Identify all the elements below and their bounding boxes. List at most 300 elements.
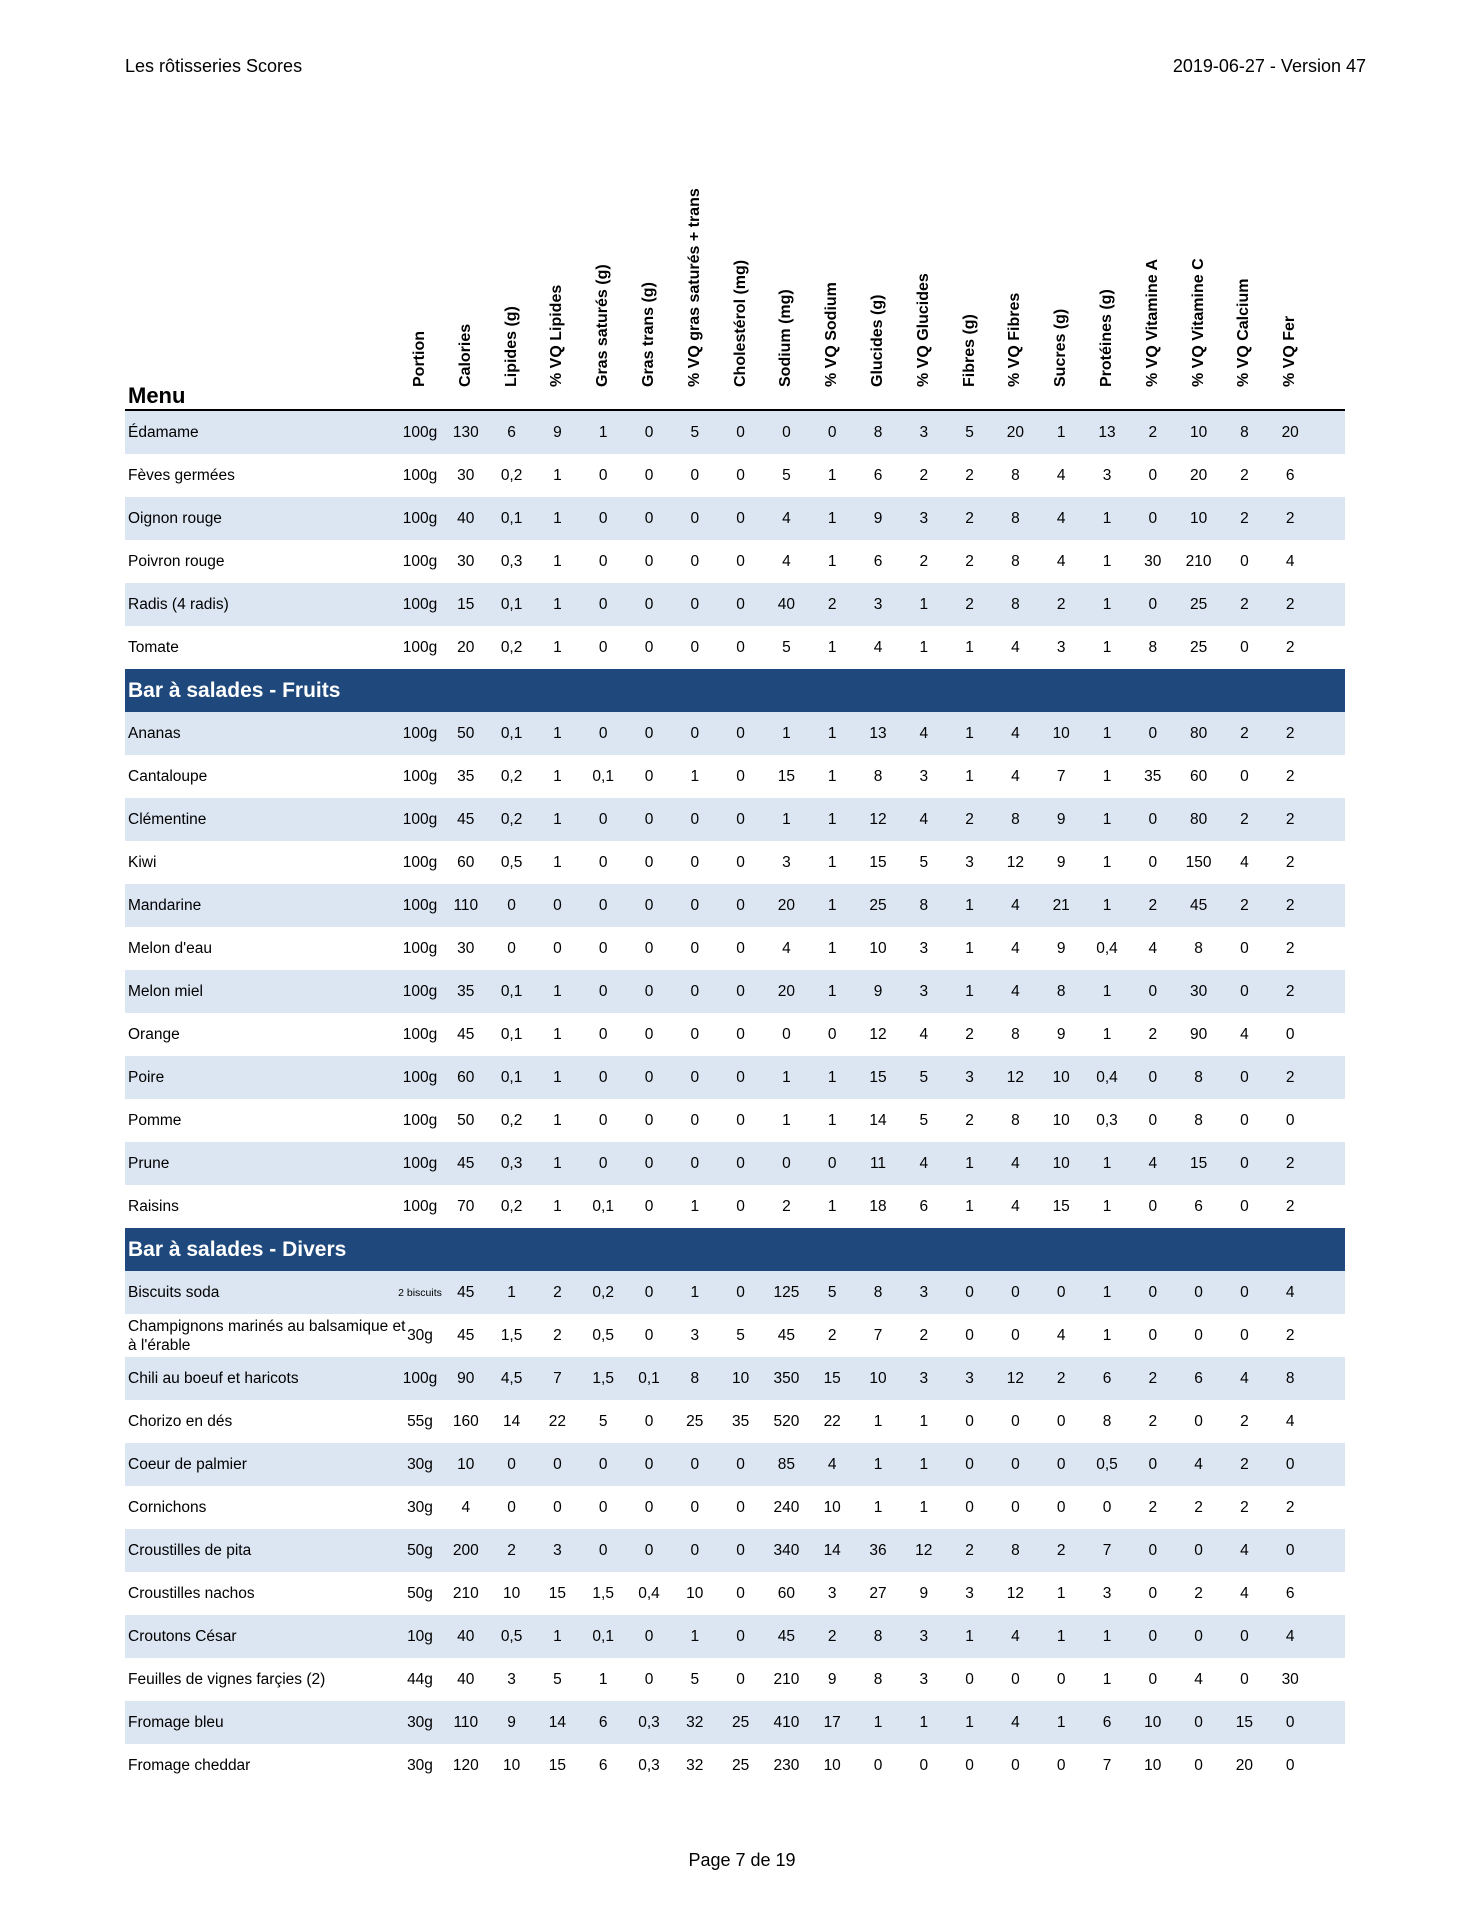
- table-cell: 0: [782, 1025, 791, 1043]
- table-cell: 100g: [402, 810, 438, 828]
- table-row: [125, 1744, 1345, 1787]
- table-cell: 4: [919, 810, 929, 828]
- table-cell: 8: [1194, 939, 1203, 957]
- table-cell: 5: [919, 853, 929, 871]
- table-cell: 2: [1056, 1369, 1066, 1387]
- section-header: [125, 1228, 1345, 1271]
- table-cell: 0: [1285, 1541, 1295, 1559]
- table-row: [125, 970, 1345, 1013]
- table-cell: 6: [1285, 466, 1295, 484]
- table-cell: 1: [690, 1197, 700, 1215]
- item-name: Orange: [128, 1026, 180, 1043]
- table-cell: 0: [690, 1068, 700, 1086]
- table-cell: 1: [827, 1197, 837, 1215]
- column-header-label: Gras trans (g): [640, 282, 657, 387]
- table-cell: 45: [457, 810, 475, 828]
- table-cell: 2: [1148, 423, 1158, 441]
- table-cell: 0: [1240, 1154, 1249, 1172]
- table-cell: 8: [873, 1670, 883, 1688]
- table-cell: 35: [731, 1412, 750, 1430]
- table-cell: 0: [690, 1154, 700, 1172]
- table-cell: 0: [1148, 1541, 1158, 1559]
- table-cell: 2: [1285, 1068, 1295, 1086]
- table-cell: 0: [919, 1756, 929, 1774]
- table-cell: 15: [869, 1068, 887, 1086]
- table-cell: 0,5: [500, 853, 523, 871]
- table-cell: 2: [1240, 724, 1249, 742]
- table-cell: 0: [690, 1455, 700, 1473]
- table-cell: 15: [1052, 1197, 1070, 1215]
- table-cell: 0: [690, 509, 700, 527]
- item-name: Édamame: [128, 424, 199, 441]
- table-cell: 0: [644, 810, 654, 828]
- table-cell: 12: [915, 1541, 933, 1559]
- table-cell: 1: [690, 1627, 700, 1645]
- table-cell: 10: [1052, 724, 1070, 742]
- table-row: [125, 1615, 1345, 1658]
- table-cell: 100g: [402, 1068, 438, 1086]
- table-cell: 2: [1285, 939, 1295, 957]
- table-cell: 32: [686, 1713, 704, 1731]
- table-cell: 4: [1011, 724, 1020, 742]
- table-cell: 1: [827, 939, 837, 957]
- table-cell: 5: [782, 466, 791, 484]
- table-cell: 1: [1102, 767, 1112, 785]
- column-header-label: % VQ gras saturés + trans: [685, 188, 703, 387]
- table-cell: 0: [690, 638, 700, 656]
- table-cell: 10: [686, 1584, 704, 1602]
- table-cell: 0,1: [500, 982, 523, 1000]
- table-cell: 45: [457, 1154, 475, 1172]
- table-cell: 410: [773, 1713, 800, 1731]
- table-cell: 0: [736, 1541, 745, 1559]
- column-header-label: Fibres (g): [960, 314, 978, 387]
- table-cell: 2: [919, 552, 929, 570]
- column-header: [489, 160, 535, 405]
- table-cell: 25: [686, 1412, 704, 1430]
- table-cell: 0: [644, 466, 654, 484]
- column-header: [1221, 160, 1267, 405]
- column-header-label: Portion: [411, 331, 428, 387]
- item-name: Kiwi: [128, 854, 157, 871]
- item-name: Ananas: [128, 725, 181, 742]
- table-cell: 3: [919, 939, 929, 957]
- table-cell: 8: [873, 1627, 883, 1645]
- table-cell: 0: [644, 1455, 654, 1473]
- table-cell: 1,5: [500, 1326, 523, 1344]
- table-cell: 0,2: [500, 1111, 523, 1129]
- table-cell: 90: [1189, 1025, 1208, 1043]
- table-cell: 4: [1011, 939, 1020, 957]
- table-cell: 20: [457, 638, 475, 656]
- table-cell: 0: [690, 466, 700, 484]
- table-cell: 13: [869, 724, 887, 742]
- table-cell: 10: [1189, 509, 1208, 527]
- column-header-label: % VQ Vitamine A: [1143, 258, 1161, 387]
- table-cell: 0: [644, 1541, 654, 1559]
- table-cell: 1: [919, 1498, 929, 1516]
- table-cell: 0,1: [500, 595, 523, 613]
- table-cell: 8: [1011, 552, 1020, 570]
- table-cell: 0: [736, 552, 745, 570]
- table-row: [125, 1529, 1345, 1572]
- table-cell: 3: [919, 982, 929, 1000]
- table-cell: 1: [690, 767, 700, 785]
- table-cell: 100g: [402, 896, 438, 914]
- table-cell: 2: [1194, 1498, 1203, 1516]
- table-cell: 6: [873, 552, 883, 570]
- table-cell: 0: [1148, 1455, 1158, 1473]
- table-cell: 4: [1285, 1412, 1295, 1430]
- table-cell: 0: [736, 1584, 745, 1602]
- table-cell: 0: [827, 423, 837, 441]
- table-cell: 1: [553, 982, 562, 1000]
- table-cell: 0: [598, 1455, 608, 1473]
- table-cell: 0: [598, 595, 608, 613]
- table-cell: 7: [873, 1326, 883, 1344]
- table-row: [125, 1701, 1345, 1744]
- table-cell: 4,5: [500, 1369, 523, 1387]
- table-cell: 0: [1285, 1713, 1295, 1731]
- table-cell: 0: [1148, 595, 1158, 613]
- table-cell: 9: [873, 982, 883, 1000]
- table-row: [125, 1572, 1345, 1615]
- table-cell: 1: [965, 638, 974, 656]
- table-cell: 12: [869, 1025, 887, 1043]
- table-cell: 3: [965, 853, 974, 871]
- table-cell: 1: [1056, 1713, 1066, 1731]
- table-cell: 1: [873, 1498, 883, 1516]
- table-cell: 4: [919, 1025, 929, 1043]
- table-cell: 1: [1102, 724, 1112, 742]
- table-cell: 350: [773, 1369, 800, 1387]
- table-cell: 4: [919, 724, 929, 742]
- column-header: [901, 160, 947, 405]
- table-cell: 0: [690, 1541, 700, 1559]
- table-cell: 8: [1194, 1111, 1203, 1129]
- table-cell: 1: [919, 638, 929, 656]
- table-cell: 0: [1148, 1326, 1158, 1344]
- item-name: Pomme: [128, 1112, 182, 1129]
- table-cell: 2: [553, 1283, 562, 1301]
- table-cell: 1: [553, 466, 562, 484]
- table-cell: 45: [777, 1326, 796, 1344]
- table-cell: 50g: [407, 1541, 433, 1559]
- table-cell: 0: [644, 1326, 654, 1344]
- table-cell: 1: [553, 1025, 562, 1043]
- table-cell: 9: [1056, 939, 1066, 957]
- table-cell: 100g: [402, 423, 438, 441]
- table-cell: 0: [1056, 1756, 1066, 1774]
- table-cell: 1,5: [592, 1369, 614, 1387]
- table-row: [125, 1142, 1345, 1185]
- table-cell: 0: [1148, 1197, 1158, 1215]
- column-header: [1038, 160, 1084, 405]
- table-cell: 20: [1189, 466, 1208, 484]
- table-cell: 4: [1011, 982, 1020, 1000]
- table-cell: 1: [827, 466, 837, 484]
- table-cell: 0: [690, 1498, 700, 1516]
- table-cell: 0: [736, 939, 745, 957]
- table-cell: 32: [686, 1756, 704, 1774]
- table-cell: 2: [1240, 1455, 1249, 1473]
- table-cell: 100g: [402, 1111, 438, 1129]
- table-cell: 4: [1148, 939, 1158, 957]
- table-cell: 4: [919, 1154, 929, 1172]
- table-cell: 0: [1194, 1713, 1203, 1731]
- table-cell: 12: [1006, 1068, 1025, 1086]
- table-cell: 25: [1189, 638, 1208, 656]
- table-cell: 1: [782, 724, 791, 742]
- table-cell: 10: [731, 1369, 750, 1387]
- table-cell: 50: [457, 724, 475, 742]
- table-cell: 4: [1240, 1584, 1249, 1602]
- table-cell: 1: [827, 896, 837, 914]
- table-cell: 1: [507, 1283, 516, 1301]
- table-cell: 3: [919, 767, 929, 785]
- table-cell: 35: [457, 767, 475, 785]
- column-header: [626, 160, 672, 405]
- table-cell: 30g: [407, 1713, 433, 1731]
- table-cell: 2: [1148, 896, 1158, 914]
- table-cell: 0,1: [500, 1025, 523, 1043]
- table-cell: 4: [1285, 552, 1295, 570]
- table-cell: 0: [644, 595, 654, 613]
- column-header-label: Cholestérol (mg): [731, 259, 749, 387]
- item-name: Tomate: [128, 639, 179, 656]
- table-cell: 10: [457, 1455, 475, 1473]
- table-row: [125, 1357, 1345, 1400]
- table-cell: 8: [919, 896, 929, 914]
- table-cell: 45: [1189, 896, 1208, 914]
- table-cell: 0: [644, 767, 654, 785]
- table-cell: 1: [782, 810, 791, 828]
- table-cell: 8: [1194, 1068, 1203, 1086]
- item-name: Chorizo en dés: [128, 1413, 233, 1430]
- table-row: [125, 884, 1345, 927]
- table-cell: 0: [644, 1412, 654, 1430]
- table-cell: 1: [553, 1154, 562, 1172]
- table-cell: 1: [965, 896, 974, 914]
- table-cell: 0: [1011, 1670, 1020, 1688]
- table-cell: 1: [827, 724, 837, 742]
- table-cell: 5: [690, 423, 700, 441]
- column-header: [672, 160, 718, 405]
- table-cell: 5: [736, 1326, 745, 1344]
- column-header-label: % VQ Lipides: [548, 284, 566, 387]
- table-cell: 50: [457, 1111, 475, 1129]
- item-name: Clémentine: [128, 811, 207, 828]
- table-row: [125, 1013, 1345, 1056]
- table-cell: 1: [1102, 1025, 1112, 1043]
- table-cell: 2: [827, 1627, 837, 1645]
- table-cell: 0: [1102, 1498, 1112, 1516]
- column-header-label: Sucres (g): [1052, 308, 1070, 387]
- table-cell: 0,4: [1096, 1068, 1118, 1086]
- table-cell: 0,5: [592, 1326, 614, 1344]
- table-cell: 40: [777, 595, 796, 613]
- table-cell: 2: [919, 1326, 929, 1344]
- table-cell: 3: [965, 1068, 974, 1086]
- table-cell: 8: [1011, 509, 1020, 527]
- column-header-label: Gras saturés (g): [594, 264, 612, 387]
- table-cell: 1: [553, 724, 562, 742]
- table-cell: 12: [1006, 853, 1025, 871]
- table-cell: 0: [782, 1154, 791, 1172]
- table-cell: 0: [736, 1197, 745, 1215]
- table-cell: 2: [1285, 982, 1295, 1000]
- table-cell: 8: [1011, 810, 1020, 828]
- item-name: Cornichons: [128, 1499, 207, 1516]
- item-name: Biscuits soda: [128, 1284, 220, 1301]
- table-cell: 0: [1240, 1068, 1249, 1086]
- table-cell: 4: [1056, 552, 1066, 570]
- table-cell: 100g: [402, 767, 438, 785]
- table-cell: 10: [502, 1756, 521, 1774]
- table-cell: 0: [965, 1670, 974, 1688]
- table-cell: 2: [965, 810, 974, 828]
- table-cell: 5: [919, 1068, 929, 1086]
- table-cell: 1: [1056, 423, 1066, 441]
- table-row: [125, 1314, 1345, 1357]
- table-cell: 0: [1148, 1111, 1158, 1129]
- column-header: [992, 160, 1038, 405]
- table-cell: 0: [644, 1197, 654, 1215]
- table-cell: 45: [457, 1025, 475, 1043]
- table-cell: 6: [873, 466, 883, 484]
- table-cell: 35: [457, 982, 475, 1000]
- table-cell: 0: [1148, 1068, 1158, 1086]
- table-cell: 11: [869, 1154, 887, 1172]
- table-cell: 0: [1240, 638, 1249, 656]
- table-row: [125, 798, 1345, 841]
- table-cell: 85: [777, 1455, 796, 1473]
- table-cell: 4: [1011, 1154, 1020, 1172]
- table-cell: 3: [919, 1369, 929, 1387]
- table-cell: 0: [736, 1670, 745, 1688]
- table-cell: 0: [736, 1627, 745, 1645]
- table-cell: 0: [736, 595, 745, 613]
- table-cell: 0: [1285, 1111, 1295, 1129]
- column-header-label: % VQ Glucides: [914, 273, 932, 387]
- table-cell: 100g: [402, 724, 438, 742]
- table-cell: 4: [1240, 853, 1249, 871]
- table-cell: 9: [1056, 853, 1066, 871]
- table-cell: 30: [1281, 1670, 1299, 1688]
- table-cell: 9: [1056, 810, 1066, 828]
- table-cell: 150: [1185, 853, 1212, 871]
- section-title: Bar à salades - Divers: [128, 1237, 347, 1261]
- table-cell: 1: [873, 1412, 883, 1430]
- table-cell: 7: [1102, 1541, 1112, 1559]
- table-cell: 1: [553, 1197, 562, 1215]
- table-cell: 30: [457, 466, 475, 484]
- table-cell: 1: [827, 810, 837, 828]
- table-cell: 0: [965, 1412, 974, 1430]
- table-cell: 1,5: [592, 1584, 614, 1602]
- table-cell: 1: [553, 853, 562, 871]
- table-cell: 0: [1240, 982, 1249, 1000]
- table-cell: 1: [919, 595, 929, 613]
- table-cell: 0: [598, 552, 608, 570]
- table-cell: 2: [1194, 1584, 1203, 1602]
- table-cell: 6: [598, 1756, 608, 1774]
- table-cell: 2: [1148, 1412, 1158, 1430]
- table-cell: 4: [1240, 1369, 1249, 1387]
- table-cell: 1: [1102, 896, 1112, 914]
- item-name: Raisins: [128, 1198, 179, 1215]
- table-cell: 4: [1240, 1541, 1249, 1559]
- table-cell: 3: [1056, 638, 1066, 656]
- table-cell: 2: [1240, 1412, 1249, 1430]
- table-cell: 0: [644, 724, 654, 742]
- table-cell: 22: [823, 1412, 841, 1430]
- table-cell: 100g: [402, 595, 438, 613]
- table-cell: 25: [1189, 595, 1208, 613]
- table-cell: 80: [1189, 724, 1208, 742]
- table-cell: 40: [457, 1627, 475, 1645]
- table-cell: 8: [1056, 982, 1066, 1000]
- table-cell: 10: [823, 1498, 841, 1516]
- table-cell: 0: [598, 939, 608, 957]
- table-cell: 0: [736, 423, 745, 441]
- table-cell: 110: [453, 896, 479, 914]
- table-cell: 4: [461, 1498, 471, 1516]
- table-cell: 1: [1102, 1197, 1112, 1215]
- column-header-label: Lipides (g): [502, 306, 520, 387]
- table-cell: 2: [965, 1541, 974, 1559]
- table-cell: 15: [548, 1584, 567, 1602]
- table-cell: 20: [1281, 423, 1299, 441]
- table-cell: 2: [1285, 896, 1295, 914]
- table-cell: 0,3: [638, 1756, 660, 1774]
- table-cell: 2: [1285, 767, 1295, 785]
- table-cell: 3: [965, 1369, 974, 1387]
- table-cell: 2: [827, 1326, 837, 1344]
- table-cell: 18: [869, 1197, 887, 1215]
- table-cell: 10: [823, 1756, 841, 1774]
- table-row: [125, 841, 1345, 884]
- table-cell: 4: [1194, 1455, 1203, 1473]
- table-cell: 0: [1240, 1111, 1249, 1129]
- item-name: Melon d'eau: [128, 940, 212, 957]
- table-cell: 1: [965, 724, 974, 742]
- table-cell: 1: [1102, 595, 1112, 613]
- table-cell: 22: [548, 1412, 567, 1430]
- table-cell: 0,3: [500, 552, 523, 570]
- table-cell: 8: [1240, 423, 1249, 441]
- table-cell: 0: [553, 1498, 562, 1516]
- table-cell: 4: [1011, 767, 1020, 785]
- table-cell: 1: [690, 1283, 700, 1301]
- table-cell: 3: [919, 509, 929, 527]
- item-name: Croutons César: [128, 1628, 237, 1645]
- table-row: [125, 755, 1345, 798]
- table-cell: 1: [827, 638, 837, 656]
- table-row: [125, 583, 1345, 626]
- table-cell: 2: [1285, 853, 1295, 871]
- column-header: [1267, 160, 1313, 405]
- table-cell: 100g: [402, 982, 438, 1000]
- table-cell: 6: [1102, 1713, 1112, 1731]
- table-cell: 10: [1144, 1713, 1162, 1731]
- table-cell: 0: [1011, 1756, 1020, 1774]
- table-cell: 15: [1235, 1713, 1254, 1731]
- table-cell: 4: [873, 638, 883, 656]
- table-cell: 1: [553, 509, 562, 527]
- table-cell: 0: [1240, 767, 1249, 785]
- table-cell: 0: [507, 896, 516, 914]
